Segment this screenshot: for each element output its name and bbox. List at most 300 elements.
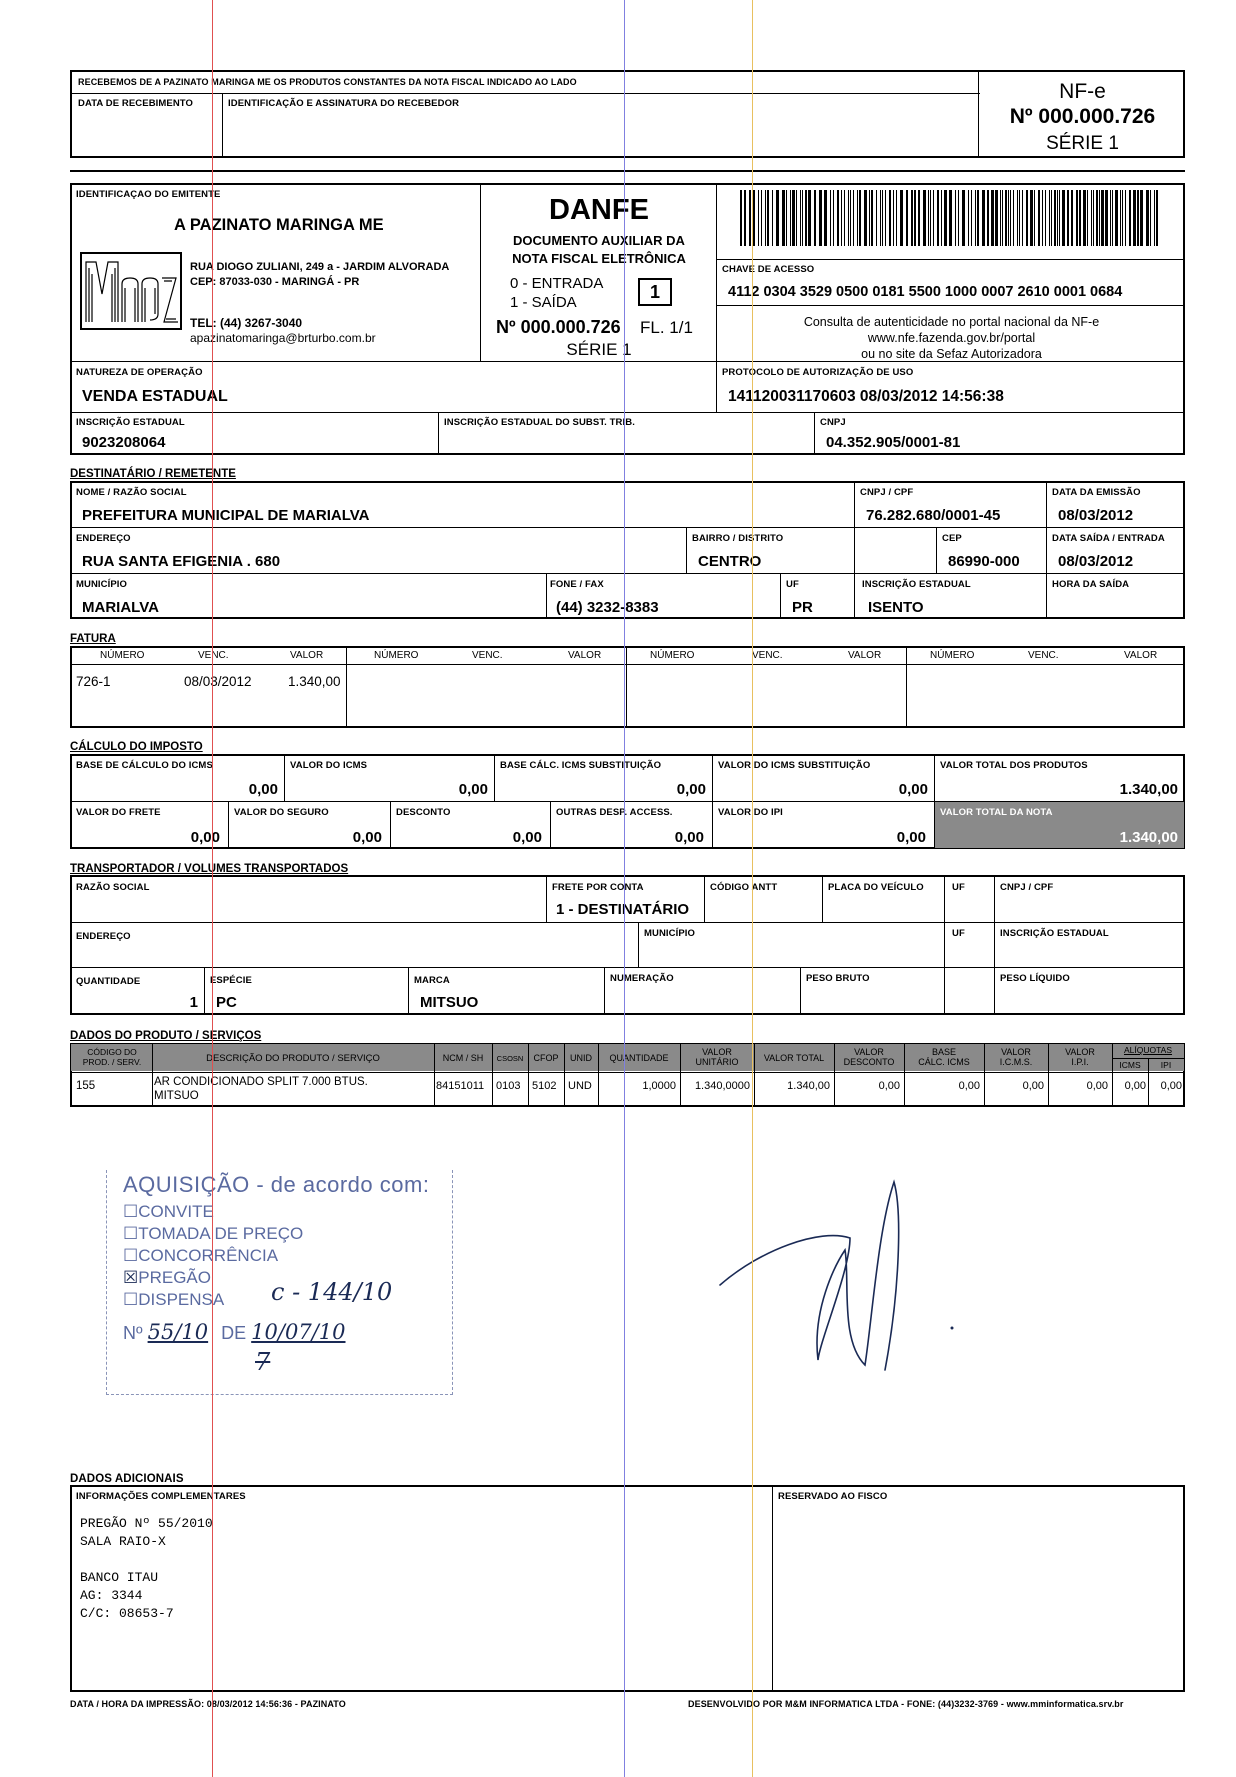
- barcode-bar: [1125, 190, 1126, 246]
- total-nota-value: 1.340,00: [1119, 829, 1178, 846]
- stamp-mark: 7: [255, 1348, 271, 1376]
- divider: [1112, 1058, 1184, 1059]
- checkbox-icon: ☐: [123, 1202, 139, 1221]
- info-label: INFORMAÇÕES COMPLEMENTARES: [76, 1491, 246, 1502]
- danfe-fl: FL. 1/1: [640, 318, 693, 337]
- barcode-bar: [758, 190, 759, 246]
- barcode-bar: [853, 190, 854, 246]
- barcode-bar: [833, 190, 834, 246]
- desconto-label: DESCONTO: [396, 807, 451, 818]
- base-icms-label: BASE DE CÁLCULO DO ICMS: [76, 760, 213, 771]
- barcode-bar: [896, 190, 897, 246]
- barcode-bar: [814, 190, 816, 246]
- qtd-value: 1: [189, 994, 198, 1011]
- divider: [70, 922, 1185, 923]
- row-aipi: 0,00: [1160, 1080, 1182, 1092]
- row-vtotal: 1.340,00: [787, 1080, 830, 1092]
- seguro-value: 0,00: [352, 829, 382, 846]
- stamp-de-label: DE: [221, 1323, 247, 1343]
- nature-value: VENDA ESTADUAL: [82, 388, 228, 405]
- base-icms-value: 0,00: [248, 781, 278, 798]
- city-value: MARIALVA: [82, 599, 159, 616]
- recipient-cnpj: 76.282.680/0001-45: [866, 507, 1001, 524]
- barcode-bar: [808, 190, 811, 246]
- barcode-bar: [911, 190, 913, 246]
- divider: [204, 967, 205, 1015]
- signature-stroke: [720, 1182, 899, 1370]
- h-vipi-1: VALOR: [1065, 1047, 1095, 1057]
- barcode-bar: [1019, 190, 1020, 246]
- danfe-title: DANFE: [549, 194, 649, 226]
- invoice-venc: 08/03/2012: [184, 674, 252, 689]
- h-base-2: CÁLC. ICMS: [918, 1057, 970, 1067]
- barcode-bar: [1005, 190, 1007, 246]
- frete-value: 0,00: [190, 829, 220, 846]
- carrier-razao-label: RAZÃO SOCIAL: [76, 882, 150, 893]
- barcode-bar: [1071, 190, 1073, 246]
- recipient-cnpj-label: CNPJ / CPF: [860, 487, 914, 498]
- district-value: CENTRO: [698, 553, 762, 570]
- h-vunit-2: UNITÁRIO: [695, 1057, 739, 1067]
- barcode-bar: [1026, 190, 1028, 246]
- signature: [700, 1170, 970, 1390]
- row-aicms: 0,00: [1124, 1080, 1146, 1092]
- recipient-section: DESTINATÁRIO / REMETENTE: [70, 468, 236, 480]
- barcode-bar: [761, 190, 762, 246]
- receipt-sign-label: IDENTIFICAÇÃO E ASSINATURA DO RECEBEDOR: [228, 98, 460, 109]
- barcode-bar: [880, 190, 881, 246]
- info-line: PREGÃO Nº 55/2010: [80, 1516, 213, 1531]
- barcode-bar: [790, 190, 791, 246]
- recipient-ie-label: INSCRIÇÃO ESTADUAL: [862, 579, 971, 590]
- h-vdesc-2: DESCONTO: [843, 1057, 895, 1067]
- divider: [494, 754, 495, 801]
- divider: [70, 93, 980, 94]
- barcode-bar: [819, 190, 822, 246]
- info-line: C/C: 08653-7: [80, 1606, 174, 1621]
- barcode-bar: [1096, 190, 1098, 246]
- access-key: 4112 0304 3529 0500 0181 5500 1000 0007 2610 0001 0684: [728, 284, 1123, 300]
- danfe-subtitle-1: DOCUMENTO AUXILIAR DA: [513, 233, 685, 248]
- row-ncm: 84151011: [436, 1080, 485, 1092]
- barcode-bar: [1034, 190, 1035, 246]
- invoice-valor: 1.340,00: [288, 674, 341, 689]
- outras-label: OUTRAS DESP. ACCESS.: [556, 807, 673, 818]
- row-desc-2: MITSUO: [154, 1090, 199, 1102]
- barcode-bar: [864, 190, 867, 246]
- icms-label: VALOR DO ICMS: [290, 760, 368, 771]
- divider: [70, 967, 1185, 968]
- stamp-option-label: DISPENSA: [138, 1290, 225, 1309]
- checkbox-icon: ☐: [123, 1246, 139, 1265]
- stamp-num-prefix: Nº: [123, 1323, 143, 1343]
- barcode-bar: [1099, 190, 1100, 246]
- col-numero: NÚMERO: [930, 650, 975, 661]
- barcode-bar: [885, 190, 886, 246]
- danfe-type-box: 1: [638, 278, 672, 306]
- divider: [854, 481, 855, 619]
- info-line: BANCO ITAU: [80, 1570, 159, 1585]
- phone-label: FONE / FAX: [550, 579, 604, 590]
- ie-value: 9023208064: [82, 434, 166, 451]
- barcode-bar: [805, 190, 807, 246]
- divider: [716, 183, 717, 413]
- marca-value: MITSUO: [420, 994, 479, 1011]
- phone-value: (44) 3232-8383: [556, 599, 659, 616]
- barcode-bar: [1120, 190, 1121, 246]
- divider: [780, 573, 781, 619]
- barcode-bar: [767, 190, 769, 246]
- barcode-bar: [918, 190, 920, 246]
- divider: [70, 361, 1185, 362]
- barcode-bar: [1008, 190, 1009, 246]
- emitter-tel: TEL: (44) 3267-3040: [190, 316, 303, 330]
- barcode-bar: [1079, 190, 1081, 246]
- barcode-bar: [765, 190, 766, 246]
- barcode-bar: [1140, 190, 1143, 246]
- emitter-cep: CEP: 87033-030 - MARINGÁ - PR: [190, 276, 360, 288]
- cnpj-value: 04.352.905/0001-81: [826, 434, 961, 451]
- tax-section: CÁLCULO DO IMPOSTO: [70, 741, 203, 753]
- barcode-bar: [1045, 190, 1046, 246]
- transport-section: TRANSPORTADOR / VOLUMES TRANSPORTADOS: [70, 863, 349, 875]
- barcode-bar: [1042, 190, 1043, 246]
- barcode-bar: [1133, 190, 1136, 246]
- divider: [994, 875, 995, 1015]
- total-prod-value: 1.340,00: [1119, 781, 1178, 798]
- signature-dot: [951, 1327, 954, 1330]
- checkbox-icon: ☐: [123, 1224, 139, 1243]
- row-vunit: 1.340,0000: [694, 1080, 750, 1092]
- danfe-entry: 0 - ENTRADA: [510, 275, 604, 292]
- h-desc: DESCRIÇÃO DO PRODUTO / SERVIÇO: [206, 1053, 380, 1064]
- divider: [70, 573, 1185, 574]
- logo-graphic: [82, 254, 180, 328]
- carrier-uf-label: UF: [952, 882, 965, 893]
- divider: [70, 412, 1185, 413]
- stamp-num-value: 55/10: [147, 1320, 209, 1344]
- h-aipi: IPI: [1160, 1060, 1172, 1070]
- divider: [228, 801, 229, 849]
- stamp-option: [123, 1246, 278, 1266]
- base-st-label: BASE CÁLC. ICMS SUBSTITUIÇÃO: [500, 760, 662, 771]
- barcode-bar: [740, 190, 742, 246]
- col-numero: NÚMERO: [374, 650, 419, 661]
- stamp-title: AQUISIÇÃO - de acordo com:: [123, 1172, 430, 1197]
- barcode-bar: [802, 190, 803, 246]
- cep-value: 86990-000: [948, 553, 1020, 570]
- consult-line-2: www.nfe.fazenda.gov.br/portal: [867, 331, 1036, 345]
- barcode-bar: [1115, 190, 1118, 246]
- barcode-bar: [857, 190, 858, 246]
- barcode-bar: [930, 190, 931, 246]
- h-aliq: ALÍQUOTAS: [1123, 1045, 1173, 1055]
- barcode-bar: [958, 190, 959, 246]
- barcode-bar: [1091, 190, 1092, 246]
- barcode-bar: [1154, 190, 1155, 246]
- col-venc: VENC.: [472, 650, 503, 661]
- barcode-bar: [900, 190, 903, 246]
- barcode-bar: [830, 190, 831, 246]
- info-line: AG: 3344: [80, 1588, 143, 1603]
- seguro-label: VALOR DO SEGURO: [234, 807, 329, 818]
- col-valor: VALOR: [1124, 650, 1158, 661]
- h-aicms: ICMS: [1119, 1060, 1141, 1070]
- barcode-bar: [1076, 190, 1078, 246]
- barcode-bar: [1000, 190, 1001, 246]
- receipt-number: Nº 000.000.726: [1009, 105, 1156, 128]
- h-base: [904, 1047, 984, 1067]
- h-qtd: QUANTIDADE: [609, 1053, 669, 1063]
- col-venc: VENC.: [1028, 650, 1059, 661]
- divider: [936, 527, 937, 573]
- barcode-bar: [1156, 190, 1158, 246]
- developer-credit: DESENVOLVIDO POR M&M INFORMATICA LTDA - FONE: (44)3232-3769 - www.mminformatica.srv.br: [688, 1699, 1124, 1709]
- especie-value: PC: [216, 994, 237, 1011]
- stamp-option: [123, 1268, 211, 1288]
- row-vicms: 0,00: [1022, 1080, 1044, 1092]
- acquisition-stamp: [106, 1170, 453, 1395]
- h-vicms: [984, 1047, 1048, 1067]
- col-numero: NÚMERO: [100, 650, 145, 661]
- barcode-bar: [949, 190, 952, 246]
- row-desc-1: AR CONDICIONADO SPLIT 7.000 BTUS.: [154, 1076, 368, 1088]
- divider: [772, 1485, 773, 1692]
- barcode-bar: [987, 190, 989, 246]
- divider: [716, 259, 1185, 260]
- barcode-bar: [841, 190, 842, 246]
- barcode-bar: [893, 190, 894, 246]
- cnpj-label: CNPJ: [820, 417, 846, 428]
- scan-guide-line: [624, 0, 625, 1777]
- barcode-bar: [772, 190, 773, 246]
- col-valor: VALOR: [848, 650, 882, 661]
- h-codigo-1: CÓDIGO DO: [87, 1047, 137, 1057]
- recipient-name: PREFEITURA MUNICIPAL DE MARIALVA: [82, 507, 370, 524]
- stamp-option-label: PREGÃO: [138, 1268, 211, 1287]
- carrier-cnpj-label: CNPJ / CPF: [1000, 882, 1054, 893]
- barcode-bar: [971, 190, 972, 246]
- transport-block: [70, 875, 1185, 1015]
- barcode-bar: [923, 190, 926, 246]
- consult-line-1: Consulta de autenticidade no portal nacional da NF-e: [803, 315, 1100, 329]
- stamp-date-value: 10/07/10: [251, 1320, 346, 1344]
- barcode-bar: [933, 190, 934, 246]
- recipient-ie: ISENTO: [868, 599, 924, 616]
- ie-label: INSCRIÇÃO ESTADUAL: [76, 417, 185, 428]
- city-label: MUNICÍPIO: [76, 579, 128, 590]
- outras-value: 0,00: [674, 829, 704, 846]
- carrier-uf2-label: UF: [952, 928, 965, 939]
- receipt-header: RECEBEMOS DE A PAZINATO MARINGA ME OS PRODUTOS CONSTANTES DA NOTA FISCAL INDICADO AO LADO: [78, 77, 577, 87]
- h-vunit-1: VALOR: [702, 1047, 732, 1057]
- nature-label: NATUREZA DE OPERAÇÃO: [76, 367, 203, 378]
- h-codigo: [72, 1047, 152, 1067]
- barcode-bar: [1049, 190, 1050, 246]
- barcode-bar: [995, 190, 998, 246]
- barcode-bar: [749, 190, 751, 246]
- barcode-bar: [1093, 190, 1094, 246]
- stamp-option-label: CONVITE: [138, 1202, 214, 1221]
- row-cfop: 5102: [532, 1080, 557, 1092]
- ipi-label: VALOR DO IPI: [718, 807, 783, 818]
- frete-label: VALOR DO FRETE: [76, 807, 161, 818]
- barcode-bar: [914, 190, 916, 246]
- qtd-label: QUANTIDADE: [76, 976, 141, 987]
- desconto-value: 0,00: [512, 829, 542, 846]
- stamp-number-row: [123, 1320, 346, 1344]
- barcode-bar: [1030, 190, 1033, 246]
- emission-date: 08/03/2012: [1058, 507, 1134, 524]
- total-prod-label: VALOR TOTAL DOS PRODUTOS: [940, 760, 1088, 771]
- access-key-label: CHAVE DE ACESSO: [722, 264, 815, 275]
- row-vipi: 0,00: [1086, 1080, 1108, 1092]
- danfe-subtitle-2: NOTA FISCAL ELETRÔNICA: [512, 251, 686, 266]
- barcode-bar: [792, 190, 795, 246]
- barcode-bar: [844, 190, 845, 246]
- col-numero: NÚMERO: [650, 650, 695, 661]
- cep-label: CEP: [942, 533, 962, 544]
- barcode-bar: [776, 190, 779, 246]
- barcode-bar: [1057, 190, 1058, 246]
- barcode-bar: [850, 190, 851, 246]
- barcode: [740, 190, 1165, 246]
- stamp-option: [123, 1202, 214, 1222]
- emitter-address: RUA DIOGO ZULIANI, 249 a - JARDIM ALVORADA: [190, 261, 450, 273]
- exit-label: DATA SAÍDA / ENTRADA: [1052, 533, 1165, 544]
- handwritten-code: c - 144/10: [271, 1278, 393, 1306]
- additional-section: DADOS ADICIONAIS: [70, 1473, 184, 1485]
- barcode-bar: [1105, 190, 1108, 246]
- barcode-bar: [1083, 190, 1086, 246]
- barcode-bar: [1038, 190, 1040, 246]
- h-vdesc-1: VALOR: [854, 1047, 884, 1057]
- h-unid: UNID: [570, 1053, 592, 1063]
- barcode-bar: [1002, 190, 1003, 246]
- h-vicms-1: VALOR: [1001, 1047, 1031, 1057]
- barcode-bar: [800, 190, 801, 246]
- h-vdesc: [834, 1047, 904, 1067]
- peso-bruto-label: PESO BRUTO: [806, 973, 870, 984]
- col-valor: VALOR: [568, 650, 602, 661]
- ie-st-label: INSCRIÇÃO ESTADUAL DO SUBST. TRIB.: [444, 417, 635, 428]
- h-vicms-2: I.C.M.S.: [999, 1057, 1033, 1067]
- protocol-label: PROTOCOLO DE AUTORIZAÇÃO DE USO: [722, 367, 914, 378]
- barcode-bar: [1122, 190, 1123, 246]
- h-cfop: CFOP: [533, 1053, 559, 1063]
- invoice-section: FATURA: [70, 633, 116, 645]
- peso-liquido-label: PESO LÍQUIDO: [1000, 973, 1070, 984]
- address-label: ENDEREÇO: [76, 533, 131, 544]
- barcode-bar: [1067, 190, 1069, 246]
- barcode-bar: [991, 190, 994, 246]
- icms-value: 0,00: [458, 781, 488, 798]
- divider: [70, 527, 1185, 528]
- barcode-bar: [1129, 190, 1131, 246]
- divider: [408, 967, 409, 1015]
- barcode-bar: [876, 190, 877, 246]
- divider: [978, 70, 979, 158]
- barcode-bar: [1112, 190, 1113, 246]
- stamp-option-label: TOMADA DE PREÇO: [138, 1224, 304, 1243]
- carrier-frete-value: 1 - DESTINATÁRIO: [556, 901, 690, 918]
- barcode-bar: [1013, 190, 1014, 246]
- numeracao-label: NUMERAÇÃO: [610, 973, 674, 984]
- barcode-bar: [955, 190, 956, 246]
- barcode-bar: [1101, 190, 1104, 246]
- print-time: DATA / HORA DA IMPRESSÃO: 08/03/2012 14:56:36 - PAZINATO: [70, 1699, 346, 1709]
- barcode-bar: [906, 190, 908, 246]
- barcode-bar: [1150, 190, 1151, 246]
- checkbox-icon: ☐: [123, 1290, 139, 1309]
- ipi-value: 0,00: [896, 829, 926, 846]
- barcode-bar: [871, 190, 873, 246]
- protocol-value: 141120031170603 08/03/2012 14:56:38: [728, 388, 1004, 405]
- divider: [550, 801, 551, 849]
- barcode-bar: [837, 190, 839, 246]
- barcode-bar: [744, 190, 746, 246]
- placa-label: PLACA DO VEÍCULO: [828, 882, 924, 893]
- barcode-bar: [786, 190, 787, 246]
- divider: [546, 573, 547, 619]
- total-nota-label: VALOR TOTAL DA NOTA: [940, 807, 1053, 818]
- row-csosn: 0103: [496, 1080, 521, 1092]
- divider: [480, 183, 481, 361]
- col-venc: VENC.: [752, 650, 783, 661]
- divider: [716, 305, 1185, 306]
- stamp-option: [123, 1224, 303, 1244]
- divider: [1046, 481, 1047, 619]
- barcode-bar: [982, 190, 985, 246]
- danfe-number: Nº 000.000.726: [496, 317, 621, 337]
- barcode-bar: [859, 190, 861, 246]
- receipt-date-label: DATA DE RECEBIMENTO: [78, 98, 194, 109]
- divider: [604, 967, 605, 1015]
- barcode-bar: [1022, 190, 1023, 246]
- barcode-bar: [941, 190, 942, 246]
- icms-st-label: VALOR DO ICMS SUBSTITUIÇÃO: [718, 760, 871, 771]
- divider: [70, 1072, 1185, 1073]
- barcode-bar: [848, 190, 849, 246]
- uf-value: PR: [792, 599, 813, 616]
- info-line: SALA RAIO-X: [80, 1534, 166, 1549]
- exit-date: 08/03/2012: [1058, 553, 1134, 570]
- barcode-bar: [1054, 190, 1056, 246]
- base-st-value: 0,00: [676, 781, 706, 798]
- barcode-bar: [962, 190, 965, 246]
- barcode-bar: [882, 190, 883, 246]
- divider: [438, 412, 439, 455]
- h-base-1: BASE: [931, 1047, 956, 1057]
- icms-st-value: 0,00: [898, 781, 928, 798]
- h-vunit: [680, 1047, 754, 1067]
- barcode-bar: [1051, 190, 1052, 246]
- carrier-municipio-label: MUNICÍPIO: [644, 928, 696, 939]
- barcode-bar: [1110, 190, 1111, 246]
- h-csosn: CSOSN: [496, 1054, 524, 1063]
- barcode-bar: [1062, 190, 1065, 246]
- barcode-bar: [889, 190, 891, 246]
- h-ncm: NCM / SH: [442, 1053, 484, 1063]
- divider: [712, 754, 713, 849]
- receipt-nfe: NF-e: [1059, 80, 1106, 103]
- barcode-bar: [944, 190, 947, 246]
- time-label: HORA DA SAÍDA: [1052, 579, 1130, 590]
- barcode-bar: [1017, 190, 1018, 246]
- row-qtd: 1,0000: [642, 1080, 676, 1092]
- table-row: [70, 1074, 1185, 1106]
- divider: [800, 967, 801, 1015]
